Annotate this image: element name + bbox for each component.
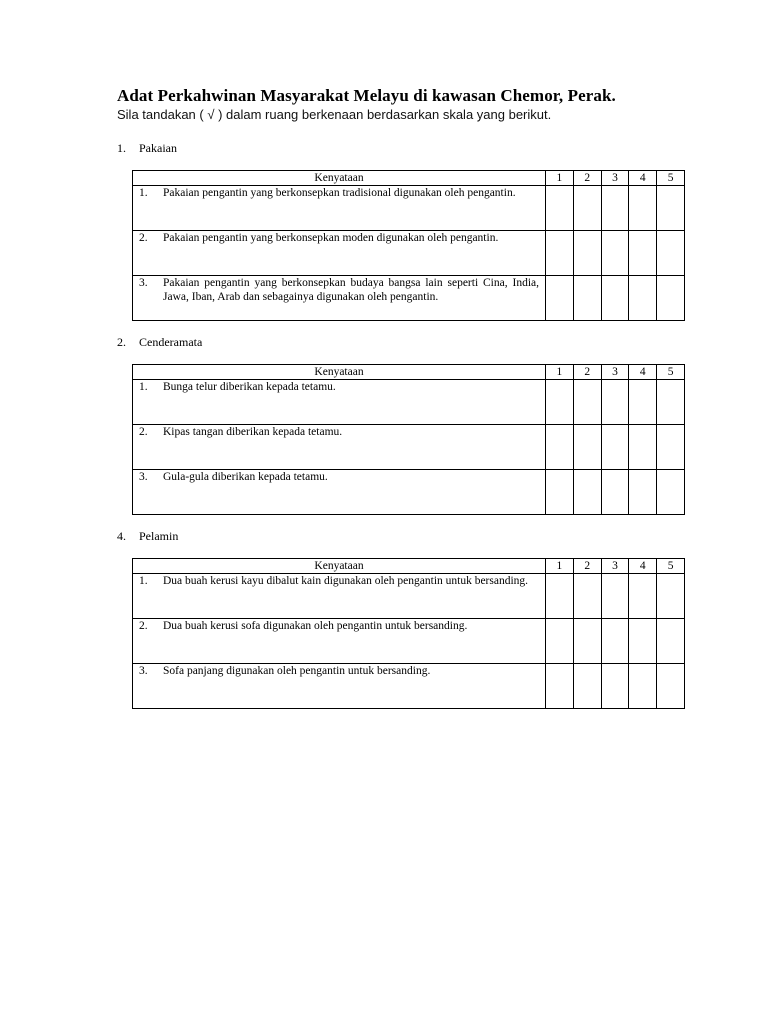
rating-cell-5[interactable] [657,425,685,470]
rating-cell-1[interactable] [546,619,574,664]
section-name: Pelamin [139,529,179,543]
rating-cell-3[interactable] [601,380,629,425]
table-row [133,231,685,276]
rating-cell-2[interactable] [573,276,601,321]
statement-text: Pakaian pengantin yang berkonsepkan moden digunakan oleh pengantin. [163,232,499,244]
rating-cell-1[interactable] [546,276,574,321]
statement-cell [133,276,546,321]
table-row [133,619,685,664]
header-scale-2: 2 [573,365,601,380]
rating-cell-1[interactable] [546,574,574,619]
rating-cell-2[interactable] [573,619,601,664]
section-name: Cenderamata [139,335,203,349]
statement-number: 1. [139,575,148,587]
table-row [133,425,685,470]
rating-cell-4[interactable] [629,619,657,664]
header-scale-3: 3 [601,365,629,380]
survey-table-cenderamata [132,364,685,515]
rating-cell-1[interactable] [546,186,574,231]
rating-cell-1[interactable] [546,231,574,276]
rating-cell-5[interactable] [657,470,685,515]
header-scale-3: 3 [601,171,629,186]
rating-cell-4[interactable] [629,574,657,619]
rating-cell-2[interactable] [573,470,601,515]
table-header-row [133,171,685,186]
rating-cell-2[interactable] [573,425,601,470]
rating-cell-4[interactable] [629,186,657,231]
table-row [133,380,685,425]
header-scale-5: 5 [657,559,685,574]
rating-cell-4[interactable] [629,425,657,470]
table-header-row [133,365,685,380]
rating-cell-5[interactable] [657,380,685,425]
statement-number: 2. [139,426,148,438]
table-row [133,276,685,321]
statement-cell [133,231,546,276]
statement-text: Pakaian pengantin yang berkonsepkan tradisional digunakan oleh pengantin. [163,187,516,199]
rating-cell-5[interactable] [657,276,685,321]
statement-cell [133,380,546,425]
statement-text: Sofa panjang digunakan oleh pengantin untuk bersanding. [163,665,431,677]
table-row [133,186,685,231]
rating-cell-3[interactable] [601,664,629,709]
header-kenyataan: Kenyataan [133,559,546,574]
header-scale-5: 5 [657,365,685,380]
table-header-row [133,559,685,574]
statement-text: Kipas tangan diberikan kepada tetamu. [163,426,343,438]
header-scale-3: 3 [601,559,629,574]
rating-cell-5[interactable] [657,619,685,664]
section-heading-pelamin [117,529,178,544]
rating-cell-4[interactable] [629,276,657,321]
rating-cell-5[interactable] [657,574,685,619]
rating-cell-3[interactable] [601,574,629,619]
section-name: Pakaian [139,141,177,155]
rating-cell-3[interactable] [601,276,629,321]
statement-cell [133,574,546,619]
statement-cell [133,186,546,231]
rating-cell-4[interactable] [629,470,657,515]
survey-table-pakaian [132,170,685,321]
rating-cell-2[interactable] [573,380,601,425]
table-row [133,470,685,515]
statement-cell [133,664,546,709]
statement-number: 1. [139,381,148,393]
statement-cell [133,470,546,515]
section-heading-pakaian [117,141,177,156]
rating-cell-2[interactable] [573,574,601,619]
rating-cell-3[interactable] [601,425,629,470]
header-scale-5: 5 [657,171,685,186]
rating-cell-5[interactable] [657,231,685,276]
rating-cell-5[interactable] [657,664,685,709]
rating-cell-5[interactable] [657,186,685,231]
rating-cell-3[interactable] [601,470,629,515]
rating-cell-2[interactable] [573,186,601,231]
header-scale-2: 2 [573,171,601,186]
header-scale-1: 1 [546,365,574,380]
rating-cell-3[interactable] [601,231,629,276]
header-scale-4: 4 [629,365,657,380]
survey-table-pelamin [132,558,685,709]
header-scale-1: 1 [546,559,574,574]
statement-cell [133,619,546,664]
statement-number: 3. [139,665,148,677]
rating-cell-1[interactable] [546,380,574,425]
table-row [133,574,685,619]
statement-cell [133,425,546,470]
rating-cell-3[interactable] [601,186,629,231]
statement-number: 1. [139,187,148,199]
statement-text: Bunga telur diberikan kepada tetamu. [163,381,336,393]
section-heading-cenderamata [117,335,202,350]
header-scale-4: 4 [629,559,657,574]
header-kenyataan: Kenyataan [133,171,546,186]
section-number: 1. [117,141,126,155]
instruction-text: Sila tandakan ( √ ) dalam ruang berkenaan berdasarkan skala yang berikut. [117,107,552,122]
rating-cell-1[interactable] [546,425,574,470]
section-number: 4. [117,529,126,543]
rating-cell-2[interactable] [573,664,601,709]
statement-number: 2. [139,620,148,632]
statement-text: Pakaian pengantin yang berkonsepkan budaya bangsa lain seperti Cina, India, Jawa, Iban, Arab dan sebagainya digunakan oleh pengantin. [163,277,539,303]
statement-text: Gula-gula diberikan kepada tetamu. [163,471,328,483]
rating-cell-1[interactable] [546,664,574,709]
table-row [133,664,685,709]
statement-number: 2. [139,232,148,244]
statement-text: Dua buah kerusi kayu dibalut kain digunakan oleh pengantin untuk bersanding. [163,575,529,587]
header-kenyataan: Kenyataan [133,365,546,380]
statement-text: Dua buah kerusi sofa digunakan oleh pengantin untuk bersanding. [163,620,468,632]
rating-cell-3[interactable] [601,619,629,664]
rating-cell-2[interactable] [573,231,601,276]
section-number: 2. [117,335,126,349]
header-scale-1: 1 [546,171,574,186]
rating-cell-4[interactable] [629,664,657,709]
header-scale-4: 4 [629,171,657,186]
statement-number: 3. [139,471,148,483]
rating-cell-4[interactable] [629,380,657,425]
document-title: Adat Perkahwinan Masyarakat Melayu di kawasan Chemor, Perak. [117,86,616,105]
header-scale-2: 2 [573,559,601,574]
statement-number: 3. [139,277,148,289]
rating-cell-1[interactable] [546,470,574,515]
rating-cell-4[interactable] [629,231,657,276]
